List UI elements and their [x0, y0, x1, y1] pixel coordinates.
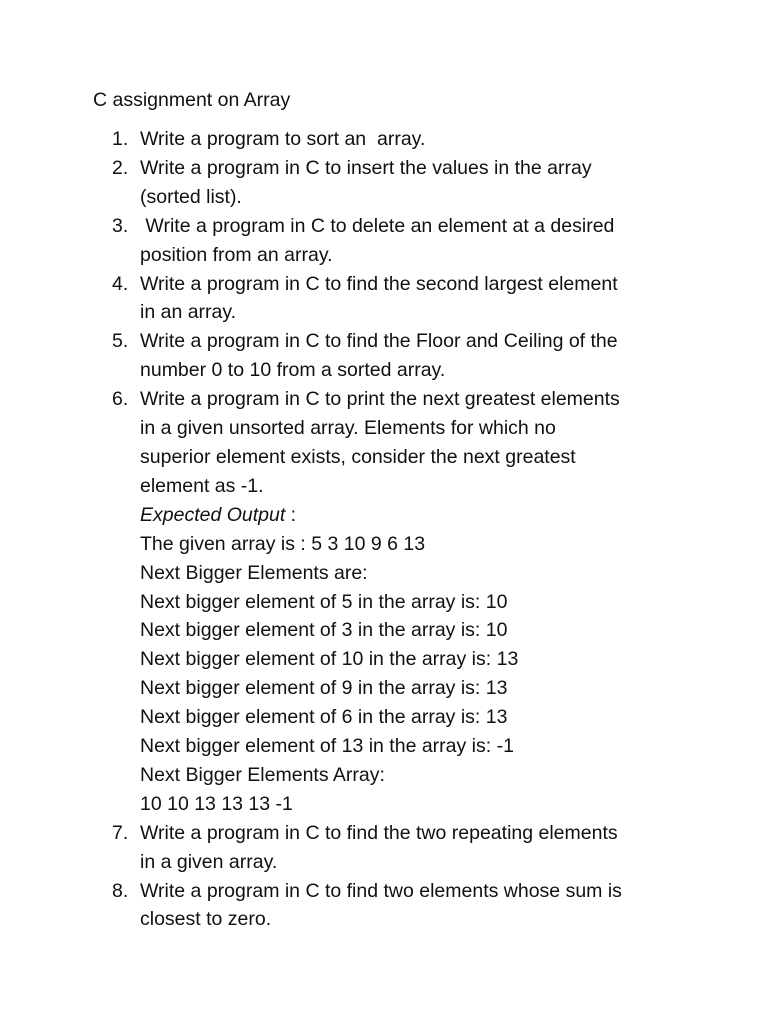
- question-number: 5.: [112, 330, 129, 353]
- output-line: Next bigger element of 5 in the array is: 10: [140, 590, 508, 613]
- output-line: Next bigger element of 10 in the array is: 13: [140, 648, 519, 671]
- output-line: Next bigger element of 3 in the array is: 10: [140, 619, 508, 642]
- question-item-8: [0, 877, 700, 935]
- question-text-line: Write a program in C to find the second largest element: [140, 272, 618, 295]
- question-text-line: in a given array.: [140, 850, 278, 873]
- question-item-3: [0, 212, 700, 270]
- output-line: The given array is : 5 3 10 9 6 13: [140, 532, 426, 555]
- question-text-line: number 0 to 10 from a sorted array.: [140, 359, 446, 382]
- question-text-line: Write a program in C to find the Floor and Ceiling of the: [140, 330, 618, 353]
- question-item-4: [0, 270, 700, 328]
- expected-output-colon: :: [285, 503, 297, 526]
- question-text-line: element as -1.: [140, 474, 264, 497]
- question-text-line: superior element exists, consider the next greatest: [140, 445, 576, 468]
- question-number: 1.: [112, 128, 129, 150]
- question-text-line: in an array.: [140, 301, 237, 324]
- question-number: 3.: [112, 214, 129, 237]
- question-text-line: Write a program in C to find two elements whose sum is: [140, 879, 622, 902]
- question-item-5: [0, 327, 700, 385]
- question-text-line: in a given unsorted array. Elements for which no: [140, 417, 556, 440]
- question-text-line: (sorted list).: [140, 185, 242, 208]
- question-text-line: Write a program to sort an array.: [140, 128, 426, 150]
- output-line: Next Bigger Elements are:: [140, 561, 368, 584]
- question-item-6: [0, 385, 700, 819]
- question-item-2: [0, 154, 700, 212]
- output-line: Next Bigger Elements Array:: [140, 763, 385, 786]
- question-text-line: Write a program in C to find the two repeating elements: [140, 821, 618, 844]
- question-text-line: Write a program in C to delete an element at a desired: [140, 214, 615, 237]
- question-number: 7.: [112, 821, 129, 844]
- question-number: 4.: [112, 272, 129, 295]
- question-number: 6.: [112, 388, 129, 411]
- question-number: 8.: [112, 879, 129, 902]
- output-line: Next bigger element of 13 in the array is: -1: [140, 735, 514, 758]
- output-line: Next bigger element of 9 in the array is: 13: [140, 677, 508, 700]
- question-text-line: closest to zero.: [140, 908, 272, 931]
- output-line: 10 10 13 13 13 -1: [140, 792, 293, 815]
- question-text-line: Write a program in C to insert the values in the array: [140, 156, 592, 179]
- output-line: Next bigger element of 6 in the array is: 13: [140, 706, 508, 729]
- question-text-line: position from an array.: [140, 243, 333, 266]
- question-list: [0, 125, 700, 934]
- question-item-1: [0, 125, 700, 154]
- question-text-line: Write a program in C to print the next greatest elements: [140, 388, 620, 411]
- question-number: 2.: [112, 156, 129, 179]
- expected-output-label: Expected Output: [140, 503, 286, 526]
- question-item-7: [0, 819, 700, 877]
- document-title: C assignment on Array: [93, 89, 291, 111]
- expected-output-heading: [140, 501, 700, 530]
